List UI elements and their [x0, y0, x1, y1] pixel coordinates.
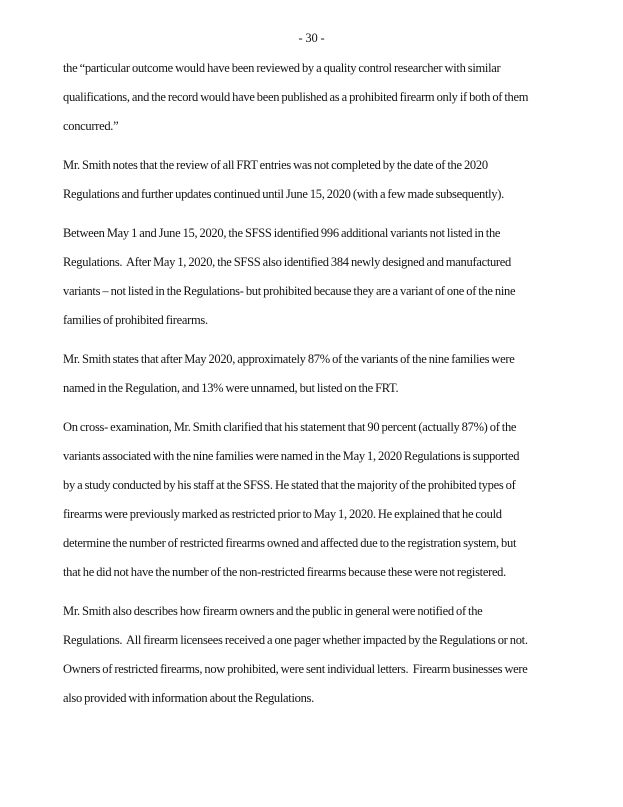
- paragraph: [63, 345, 575, 403]
- text-line: Owners of restricted firearms, now prohibited, were sent individual letters. Firearm businesses were: [63, 662, 528, 676]
- text-line: variants associated with the nine families were named in the May 1, 2020 Regulations is supported: [63, 449, 520, 463]
- text-line: qualifications, and the record would have been published as a prohibited firearm only if both of them: [63, 90, 529, 104]
- paragraph: [63, 597, 575, 713]
- text-line: determine the number of restricted firearms owned and affected due to the registration system, but: [63, 536, 517, 550]
- text-line: by a study conducted by his staff at the SFSS. He stated that the majority of the prohibited types of: [63, 478, 516, 492]
- text-line: Mr. Smith also describes how firearm owners and the public in general were notified of the: [63, 604, 483, 618]
- text-line: named in the Regulation, and 13% were unnamed, but listed on the FRT.: [63, 381, 399, 395]
- document-body: [0, 54, 623, 713]
- text-line: Between May 1 and June 15, 2020, the SFSS identified 996 additional variants not listed in the: [63, 226, 501, 240]
- text-line: Regulations and further updates continued until June 15, 2020 (with a few made subsequently).: [63, 187, 504, 201]
- text-line: Mr. Smith states that after May 2020, approximately 87% of the variants of the nine families were: [63, 352, 515, 366]
- paragraph: [63, 151, 575, 209]
- text-line: variants – not listed in the Regulations- but prohibited because they are a variant of one of the nine: [63, 284, 516, 298]
- text-line: Regulations. All firearm licensees received a one pager whether impacted by the Regulations or not.: [63, 633, 528, 647]
- text-line: families of prohibited firearms.: [63, 313, 208, 327]
- text-line: also provided with information about the Regulations.: [63, 691, 314, 705]
- text-line: the “particular outcome would have been reviewed by a quality control researcher with similar: [63, 61, 501, 75]
- paragraph: [63, 54, 575, 141]
- text-line: that he did not have the number of the non-restricted firearms because these were not registered.: [63, 565, 506, 579]
- text-line: Mr. Smith notes that the review of all FRT entries was not completed by the date of the 2020: [63, 158, 488, 172]
- text-line: concurred.”: [63, 119, 119, 133]
- text-line: On cross- examination, Mr. Smith clarified that his statement that 90 percent (actually 87%) of the: [63, 420, 517, 434]
- page-number: - 30 -: [298, 31, 325, 45]
- paragraph: [63, 413, 575, 587]
- text-line: Regulations. After May 1, 2020, the SFSS also identified 384 newly designed and manufactured: [63, 255, 511, 269]
- text-line: firearms were previously marked as restricted prior to May 1, 2020. He explained that he could: [63, 507, 502, 521]
- paragraph: [63, 219, 575, 335]
